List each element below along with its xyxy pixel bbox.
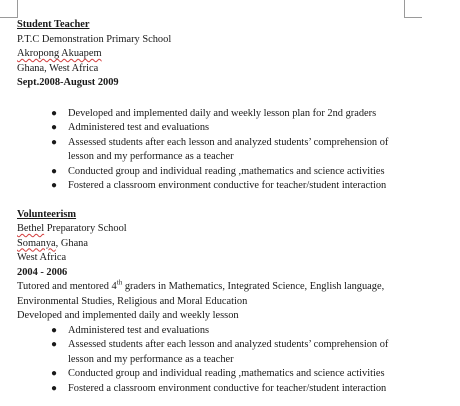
- section-student-teacher: [17, 18, 457, 194]
- bullet-list: [17, 324, 457, 397]
- location-rest: Akuapem: [59, 48, 102, 59]
- page-corner-mark-left: [0, 0, 18, 18]
- description-paragraph: Developed and implemented daily and weekly lesson: [17, 310, 239, 321]
- location-line: [17, 47, 457, 62]
- bullet-icon: ●: [51, 136, 58, 148]
- bullet-icon: ●: [51, 165, 58, 177]
- location-rest: , Ghana: [55, 237, 88, 249]
- list-item: ● Administered test and evaluations: [17, 121, 398, 136]
- spellcheck-word: Somanya: [17, 237, 56, 249]
- list-item: ● Administered test and evaluations: [17, 324, 398, 339]
- description-paragraph: Tutored and mentored 4th graders in Mathematics, Integrated Science, English language, Environmental Studies, Religious and Moral Education: [17, 278, 385, 307]
- bullet-icon: ●: [51, 180, 58, 191]
- section-volunteerism: [17, 208, 457, 397]
- list-item: ● Fostered a classroom environment conductive for teacher/student interaction: [17, 382, 398, 397]
- document-page: [17, 18, 457, 396]
- bullet-list: [17, 107, 457, 194]
- list-item: ● Developed and implemented daily and weekly lesson plan for 2nd graders: [17, 107, 398, 122]
- organization-rest: Preparatory School: [44, 223, 127, 234]
- list-item: ● Conducted group and individual reading ,mathematics and science activities: [17, 367, 398, 382]
- bullet-icon: ●: [51, 324, 58, 336]
- region: West Africa: [17, 252, 67, 263]
- region: Ghana, West Africa: [17, 62, 99, 74]
- section-heading: Volunteerism: [17, 208, 77, 220]
- list-item: ● Conducted group and individual reading ,mathematics and science activities: [17, 165, 398, 180]
- bullet-icon: ●: [51, 368, 58, 379]
- organization-line: [17, 222, 457, 237]
- bullet-icon: ●: [51, 122, 58, 133]
- date-range: Sept.2008-August 2009: [17, 77, 119, 88]
- section-heading: Student Teacher: [17, 19, 90, 30]
- bullet-icon: ●: [51, 382, 58, 394]
- bullet-icon: ●: [51, 339, 58, 350]
- list-item: ● Assessed students after each lesson and analyzed students’ comprehension of lesson and my performance as a teacher: [51, 136, 389, 162]
- list-item: ● Assessed students after each lesson and analyzed students’ comprehension of lesson and my performance as a teacher: [51, 339, 389, 365]
- organization: P.T.C Demonstration Primary School: [17, 33, 172, 45]
- list-item: ● Fostered a classroom environment conductive for teacher/student interaction: [17, 179, 398, 194]
- bullet-icon: ●: [51, 107, 58, 119]
- location-line: [17, 237, 457, 252]
- page-corner-mark-right: [404, 0, 422, 18]
- spellcheck-word: Akropong: [17, 48, 60, 59]
- date-range: 2004 - 2006: [17, 266, 68, 278]
- spellcheck-word: Bethel: [17, 223, 45, 234]
